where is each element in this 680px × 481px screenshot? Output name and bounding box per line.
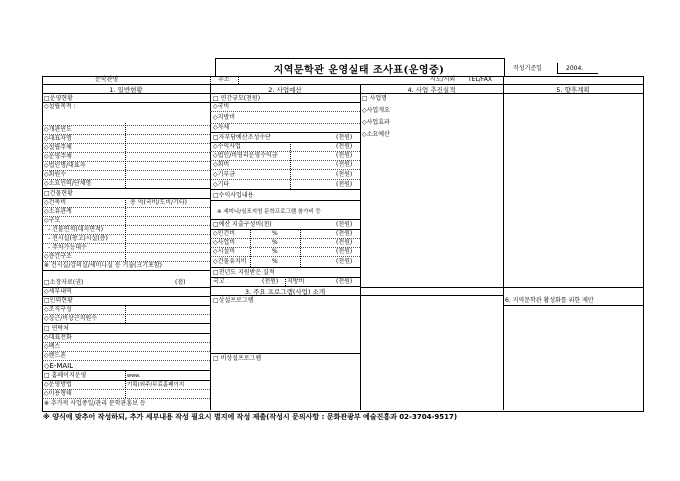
col-header-general: 1. 일반현황 [109,86,143,94]
section-collection: □소장자료(권) [44,279,84,286]
section-project-name: □ 사업명 [362,95,387,102]
divider [360,295,503,296]
field-founder: ◇설립주체 [44,144,72,151]
divider [42,216,210,217]
profit-content-note: ※ 세미나/심포지엄 문학프로그램 참가비 등 [217,209,321,215]
divider [42,170,210,171]
divider [210,169,360,170]
field-building-area: - 건물면적(대지면적) [48,226,104,233]
section-building: □건물현황 [44,190,73,197]
unit-label: (천원) [336,143,353,150]
field-facility-floors: - 전시실(창고)시설(층) [48,235,108,242]
field-representative: ◇대표자명 [44,135,72,142]
field-floor-structure: ◇층간구조 [44,253,72,260]
date-label: 작성기준일 [513,65,542,72]
divider [210,295,360,296]
section-prior-support: □전년도 지원받은 실적 [213,269,275,276]
unit-label: (천원) [336,152,353,159]
field-project-cost: ◇사업비 [213,239,236,246]
pct-label: % [272,258,278,265]
date-value: 2004. [566,65,584,72]
divider [503,287,643,288]
field-staff-groups: ◇소요인력/단체명 [44,180,92,187]
field-main-phone: ◇대표전화 [44,334,72,341]
divider [42,188,210,189]
divider [210,111,360,112]
divider [285,277,286,286]
divider [300,229,301,267]
field-organization: ◇조직구성 [44,306,72,313]
unit-label: (천원) [336,239,353,246]
field-project-effect: ◇사업효과 [362,119,390,126]
collection-count-unit: (점) [175,279,186,286]
operation-method-note: 기획(외주/무료홈페이지 [127,382,185,388]
divider [210,267,360,268]
section-contact: □ 연락처 [44,325,69,332]
tel-label: TEL/FAX [468,76,492,83]
support-national-label: 국고 [213,278,225,285]
divider [210,179,360,180]
field-email: ◇E-MAIL [44,362,74,370]
field-facility-cost: ◇시설비 [213,248,236,255]
field-labor-cost: ◇인건비 [213,230,236,237]
field-open-year: ◇개관연도 [44,126,72,133]
field-project-summary: ◇사업개요 [362,107,390,114]
field-project-budget: ◇소요예산 [362,131,390,138]
section-self-funding: □자부담예산조성수단 [213,134,271,141]
field-fax: ◇팩스 [44,343,61,350]
section-homepage: □ 홈페이지운영 [44,372,87,379]
unit-label: (천원) [336,248,353,255]
field-corporation: ◇법인명/대표자 [44,162,86,169]
field-operator: ◇운영주체 [44,153,72,160]
col-header-performance: 4. 사업 추진실적 [407,86,456,94]
support-national-unit: (천원) [262,278,279,285]
divider [42,270,210,271]
divider [42,351,210,352]
divider [125,370,126,398]
homepage-url: www. [127,373,141,379]
homepage-note: ※ 추가적 사업종일/관리 문학관홍보 등 [44,400,146,407]
pct-label: % [272,248,278,255]
section-staff: □인력현황 [44,297,73,304]
expense-unit: (천원) [336,221,353,228]
section-annual-budget: □ 연간규모(천원) [213,95,261,102]
divider [125,305,126,323]
divider [210,353,360,354]
unit-label: (천원) [336,161,353,168]
section-profit-content: □수익사업내용 [213,192,254,199]
support-local-label: 지방비 [287,278,305,285]
field-building-cost: ◇건축비 [44,199,67,206]
divider [210,189,360,190]
divider [238,76,239,84]
divider [42,342,210,343]
irregular-programs: □ 비상설프로그램 [213,355,262,362]
proposal-mark: ⁀ [505,306,510,313]
field-donation: ◇기부금 [213,171,236,178]
building-cost-note: 총 억(국비/도비/기타) [130,199,188,206]
field-nonprofit-income: ◇법인/비영리운영수익금 [213,152,278,159]
field-other-income: ◇기타 [213,181,230,188]
divider [210,200,360,201]
divider [210,123,360,124]
section-proposal: 6. 지역문학관 활성화를 위한 제안 [505,297,594,304]
field-usage-type: ◇이용형태 [44,390,72,397]
name-label: 문학관명 [95,76,119,83]
divider [503,305,643,306]
field-collection-detail: ◇세부내역 [44,288,72,295]
divider [290,142,291,189]
divider [42,398,210,399]
building-note: ※ 건시실/강의실/세미나실 등 기술(크기포함) [44,262,163,269]
divider [360,287,503,288]
field-staff-count: ◇상근/비상근직원수 [44,315,98,322]
field-self-fund: ◇자체 [213,124,230,131]
divider [210,219,360,220]
unit-label: (천원) [336,171,353,178]
col-divider-3 [503,76,504,410]
divider [42,370,210,371]
contact-label: 시도/시외 [430,76,456,83]
pct-label: % [272,239,278,246]
col-header-budget: 2. 사업예산 [268,86,302,94]
field-operation-method: ◇운영방법 [44,381,72,388]
field-parking: - 주차가능대수 [48,244,87,251]
divider [125,123,126,188]
divider [42,360,210,361]
divider [210,76,211,84]
regular-programs: □상설프로그램 [213,297,254,304]
unit-label: (천원) [336,230,353,237]
unit-label: (천원) [336,181,353,188]
section-expense-ratio: □예산 지출구성비(천) [213,221,272,228]
divider [125,198,126,261]
field-purpose: ◇설립목적 : [44,103,76,110]
field-ownership: ◇소유관계 [44,208,72,215]
self-funding-unit: (천원) [336,134,353,141]
divider [250,229,251,267]
divider [210,102,360,103]
support-local-unit: (천원) [336,278,353,285]
footer-note: ※ 양식에 맞추어 작성하되, 추가 세부내용 작성 필요시 별지에 작성 제출(작성시 문의사항 : 문화관광부 예술진흥과 02-3704-9517) [43,413,458,421]
section-operation: □운영현황 [44,95,73,102]
divider [42,323,210,324]
divider [210,256,360,257]
field-profit-business: ◇수익사업 [213,143,241,150]
unit-label: (천원) [336,258,353,265]
col-divider-2 [360,84,361,410]
field-scale: ◇구모 [44,217,61,224]
field-local-fund: ◇지방비 [213,114,236,121]
field-members: ◇회원수 [44,171,67,178]
section-programs: 3. 주요 프로그램(사업) 소개 [244,288,326,296]
field-mobile: ◇핸드폰 [44,352,67,359]
divider [210,132,360,133]
field-membership-fee: ◇회비 [213,161,230,168]
page-title: 지역문학관 운영실태 조사표(운영중) [273,65,445,76]
addr-label: 주소 [218,76,230,83]
col-header-plan: 5. 향후계획 [556,86,590,94]
pct-label: % [272,230,278,237]
field-national-fund: ◇국비 [213,103,230,110]
field-maintenance-cost: ◇건물유지비 [213,258,247,265]
